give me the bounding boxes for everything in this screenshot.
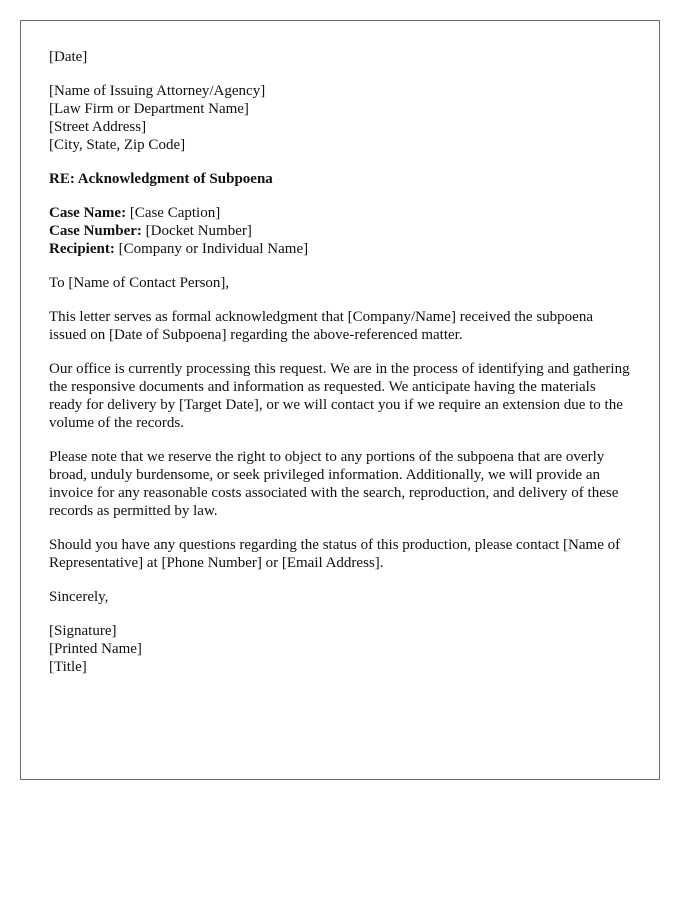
recipient-firm: [Law Firm or Department Name]	[49, 101, 249, 117]
printed-name: [Printed Name]	[49, 641, 142, 657]
recipient-street: [Street Address]	[49, 119, 147, 135]
body-paragraph-objection: Please note that we reserve the right to object to any portions of the subpoena that are overly broad, unduly burdensome, or seek privileged information. Additionally, we will provide an invoice for any reasonable costs associated with the search, reproduction, and delivery of these records as permitted by law.	[49, 449, 619, 519]
recipient-name: [Name of Issuing Attorney/Agency]	[49, 83, 266, 99]
recipient-address	[49, 82, 631, 154]
date: [Date]	[49, 49, 88, 65]
re-line: RE: Acknowledgment of Subpoena	[49, 171, 273, 187]
recipient-city: [City, State, Zip Code]	[49, 137, 186, 153]
salutation: To [Name of Contact Person],	[49, 275, 230, 291]
case-number-row	[49, 222, 631, 240]
signer-title: [Title]	[49, 659, 87, 675]
case-number-label: Case Number:	[49, 223, 142, 239]
date-line	[49, 48, 631, 66]
body-paragraph-contact: Should you have any questions regarding the status of this production, please contact [Name of Representative] at [Phone Number] or [Email Address].	[49, 537, 621, 571]
recipient-label: Recipient:	[49, 241, 115, 257]
signature-block	[49, 622, 631, 676]
case-name-value: [Case Caption]	[129, 205, 221, 221]
recipient-value: [Company or Individual Name]	[118, 241, 309, 257]
body-paragraph-processing: Our office is currently processing this request. We are in the process of identifying and gathering the responsive documents and information as requested. We anticipate having the materials ready for delivery by [Target Date], or we will contact you if we require an extension due to the volume of the records.	[49, 361, 630, 431]
closing: Sincerely,	[49, 589, 109, 605]
case-number-value: [Docket Number]	[145, 223, 252, 239]
body-paragraph-acknowledgment: This letter serves as formal acknowledgment that [Company/Name] received the subpoena issued on [Date of Subpoena] regarding the above-referenced matter.	[49, 309, 593, 343]
case-name-label: Case Name:	[49, 205, 127, 221]
letter-document	[20, 20, 660, 780]
case-name-row	[49, 204, 631, 222]
signature: [Signature]	[49, 623, 117, 639]
case-details	[49, 204, 631, 258]
recipient-row	[49, 240, 631, 258]
